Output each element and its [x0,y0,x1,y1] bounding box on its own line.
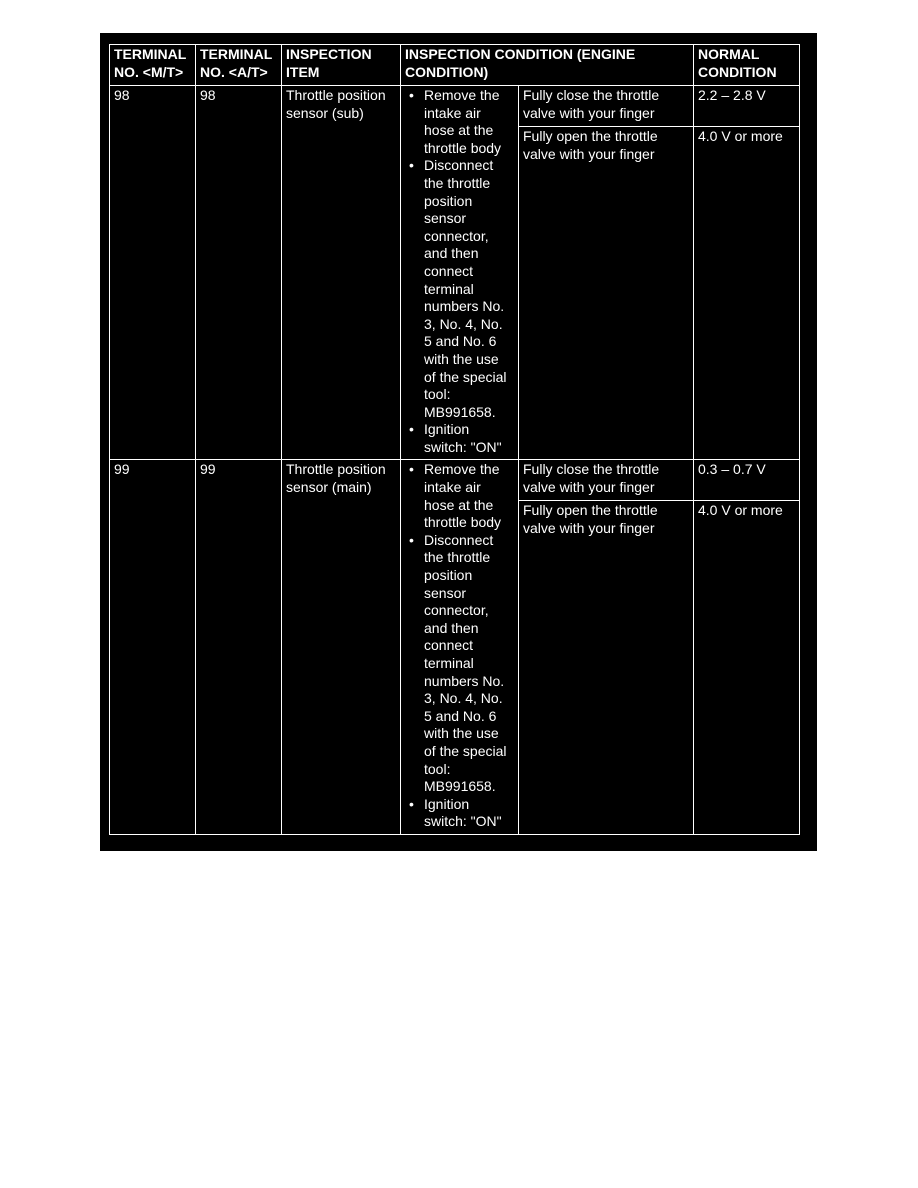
steps-list [405,87,514,456]
step-text: Remove the intake air hose at the throttle body [424,87,502,156]
step-text: Ignition switch: "ON" [424,795,502,830]
terminal-at-cell: 98 [196,86,282,460]
bullet-icon: • [409,157,414,174]
header-inspection-condition: INSPECTION CONDITION (ENGINE CONDITION) [401,45,694,86]
bullet-icon: • [409,795,414,812]
steps-list [405,461,514,830]
bullet-icon: • [409,421,414,438]
normal-value-cell: 4.0 V or more [694,501,800,834]
terminal-mt-cell: 99 [110,460,196,834]
header-normal-condition: NORMAL CONDITION [694,45,800,86]
step-text: Ignition switch: "ON" [424,421,502,455]
condition-cell: Fully close the throttle valve with your finger [519,460,694,501]
header-inspection-item: INSPECTION ITEM [282,45,401,86]
table-row [110,86,800,127]
inspection-item-cell: Throttle position sensor (main) [282,460,401,834]
condition-cell: Fully open the throttle valve with your finger [519,127,694,460]
condition-cell: Fully open the throttle valve with your finger [519,501,694,834]
step-text: Remove the intake air hose at the throttle body [424,461,502,531]
inspection-steps-cell [401,86,519,460]
header-terminal-at: TERMINAL NO. <A/T> [196,45,282,86]
condition-cell: Fully close the throttle valve with your finger [519,86,694,127]
document-panel [100,33,817,851]
list-item [409,421,514,456]
header-row [110,45,800,86]
step-text: Disconnect the throttle position sensor connector, and then connect terminal numbers No. 3, No. 4, No. 5 and No. 6 with the use of the special tool: MB991658. [424,531,507,795]
normal-value-cell: 0.3 – 0.7 V [694,460,800,501]
inspection-table [109,44,800,835]
terminal-mt-cell: 98 [110,86,196,460]
normal-value-cell: 2.2 – 2.8 V [694,86,800,127]
list-item [409,157,514,421]
inspection-steps-cell [401,460,519,834]
bullet-icon: • [409,87,414,103]
list-item [409,795,514,831]
bullet-icon: • [409,531,414,548]
list-item [409,87,514,157]
header-terminal-mt: TERMINAL NO. <M/T> [110,45,196,86]
list-item [409,531,514,796]
normal-value-cell: 4.0 V or more [694,127,800,460]
step-text: Disconnect the throttle position sensor connector, and then connect terminal numbers No. 3, No. 4, No. 5 and No. 6 with the use of the special tool: MB991658. [424,157,507,420]
inspection-item-cell: Throttle position sensor (sub) [282,86,401,460]
terminal-at-cell: 99 [196,460,282,834]
table-row [110,460,800,501]
list-item [409,461,514,531]
bullet-icon: • [409,461,414,478]
